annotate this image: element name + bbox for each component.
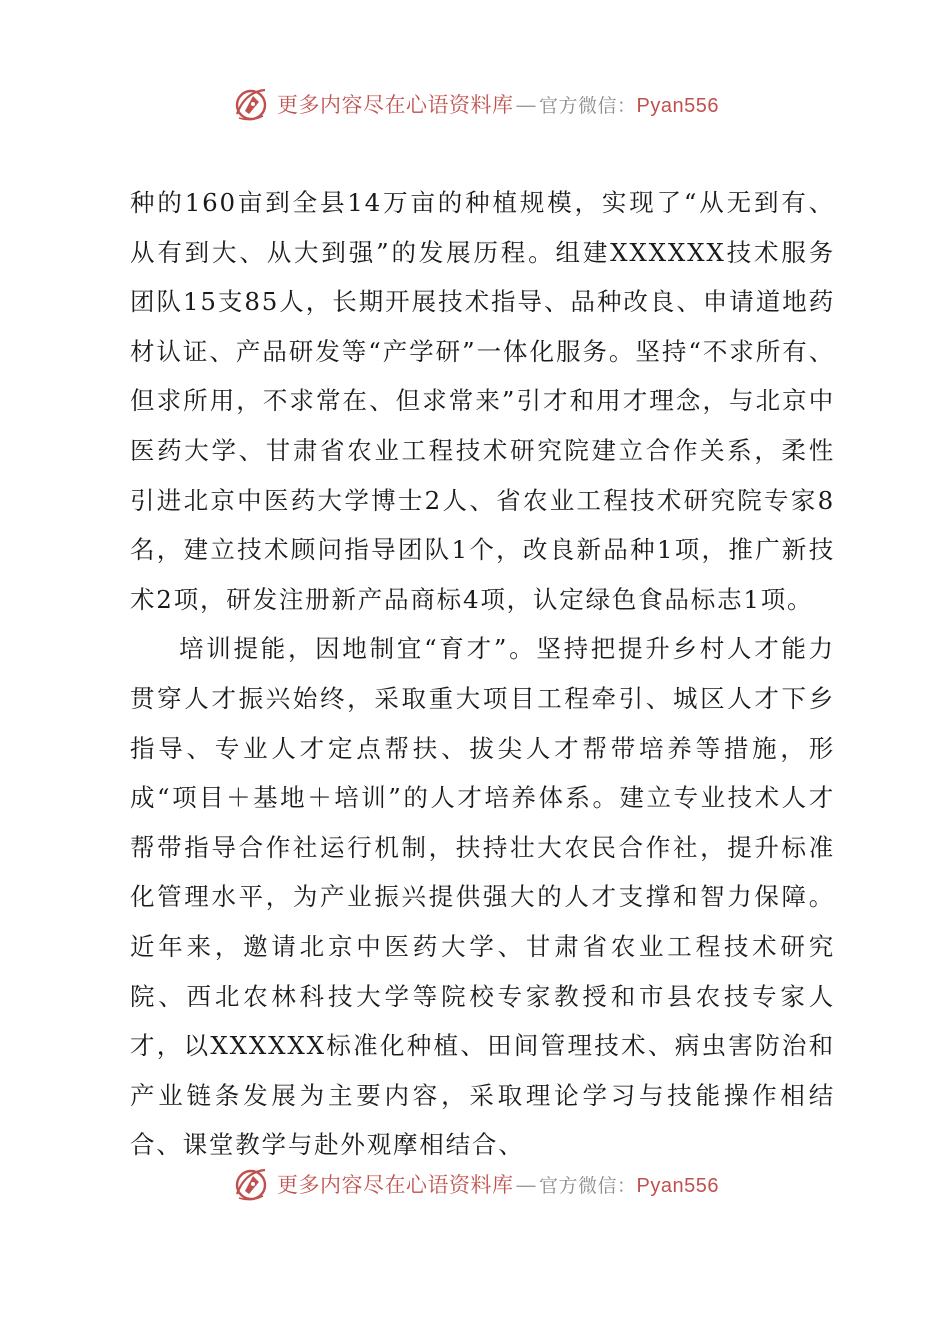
watermark-brand: 更多内容尽在心语资料库: [277, 93, 514, 117]
paragraph-continued: 种的160亩到全县14万亩的种植规模，实现了“从无到有、从有到大、从大到强”的发展历程。组建XXXXXX技术服务团队15支85人，长期开展技术指导、品种改良、申请道地药材认证、产品研发等“产学研”一体化服务。坚持“不求所有、但求所用，不求常在、但求常来”引才和用才理念，与北京中医药大学、甘肃省农业工程技术研究院建立合作关系，柔性引进北京中医药大学博士2人、省农业工程技术研究院专家8名，建立技术顾问指导团队1个，改良新品种1项，推广新技术2项，研发注册新产品商标4项，认定绿色食品标志1项。: [130, 188, 835, 614]
watermark-separator: —: [515, 93, 537, 117]
fountain-pen-nib-icon: [231, 84, 271, 124]
watermark-banner-top: [0, 82, 950, 126]
watermark-label: 官方微信：: [539, 1175, 637, 1197]
watermark-brand: 更多内容尽在心语资料库: [277, 1173, 514, 1197]
watermark-separator: —: [515, 1173, 537, 1197]
watermark-label: 官方微信：: [539, 95, 637, 117]
watermark-wechat-id: Pyan556: [636, 1175, 719, 1197]
watermark-banner-bottom: [0, 1162, 950, 1206]
watermark-wechat-id: Pyan556: [636, 95, 719, 117]
document-body: [130, 178, 835, 1170]
fountain-pen-nib-icon: [231, 1164, 271, 1204]
paragraph-talent-training: 培训提能，因地制宜“育才”。坚持把提升乡村人才能力贯穿人才振兴始终，采取重大项目工程牵引、城区人才下乡指导、专业人才定点帮扶、拔尖人才帮带培养等措施，形成“项目＋基地＋培训”的人才培养体系。建立专业技术人才帮带指导合作社运行机制，扶持壮大农民合作社，提升标准化管理水平，为产业振兴提供强大的人才支撑和智力保障。近年来，邀请北京中医药大学、甘肃省农业工程技术研究院、西北农林科技大学等院校专家教授和市县农技专家人才，以XXXXXX标准化种植、田间管理技术、病虫害防治和产业链条发展为主要内容，采取理论学习与技能操作相结合、课堂教学与赴外观摩相结合、: [130, 634, 835, 1160]
watermark-text: [277, 89, 719, 119]
watermark-text: [277, 1169, 719, 1199]
